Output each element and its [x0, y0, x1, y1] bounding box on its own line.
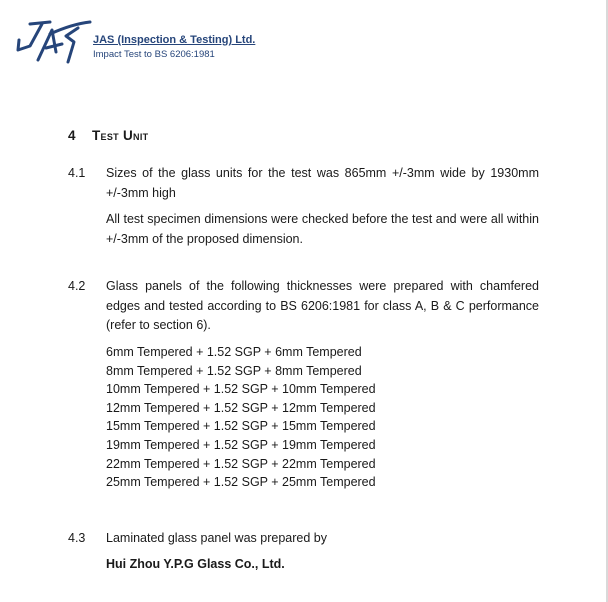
item-4-1-paragraph-1: Sizes of the glass units for the test was 865mm +/-3mm wide by 1930mm +/-3mm high: [106, 166, 539, 200]
item-4-2-paragraph: Glass panels of the following thicknesses were prepared with chamfered edges and tested according to BS 6206:1981 for class A, B & C performance (refer to section 6).: [106, 279, 539, 332]
list-item: 6mm Tempered + 1.52 SGP + 6mm Tempered: [106, 345, 362, 359]
company-name: JAS (Inspection & Testing) Ltd.: [93, 34, 256, 46]
list-item: 10mm Tempered + 1.52 SGP + 10mm Tempered: [106, 382, 376, 397]
jas-logo: [16, 16, 92, 68]
section-title: Test Unit: [92, 128, 149, 143]
list-item: 22mm Tempered + 1.52 SGP + 22mm Tempered: [106, 456, 376, 471]
list-item: 19mm Tempered + 1.52 SGP + 19mm Tempered: [106, 437, 376, 452]
section-heading: [68, 128, 148, 143]
item-number-4-1: 4.1: [68, 166, 86, 180]
item-4-3-paragraph: Laminated glass panel was prepared by: [106, 531, 327, 545]
section-number: 4: [68, 128, 76, 143]
item-4-1-paragraph-2: All test specimen dimensions were checked before the test and were all within +/-3mm of the proposed dimension.: [106, 212, 539, 246]
item-number-4-2: 4.2: [68, 279, 86, 293]
report-subtitle: Impact Test to BS 6206:1981: [93, 49, 215, 60]
list-item: 8mm Tempered + 1.52 SGP + 8mm Tempered: [106, 363, 362, 378]
list-item: 25mm Tempered + 1.52 SGP + 25mm Tempered: [106, 475, 376, 490]
list-item: 15mm Tempered + 1.52 SGP + 15mm Tempered: [106, 419, 376, 434]
glass-thickness-list: [106, 343, 376, 492]
manufacturer-name: Hui Zhou Y.P.G Glass Co., Ltd.: [106, 557, 285, 571]
list-item: 12mm Tempered + 1.52 SGP + 12mm Tempered: [106, 400, 376, 415]
item-number-4-3: 4.3: [68, 531, 86, 545]
